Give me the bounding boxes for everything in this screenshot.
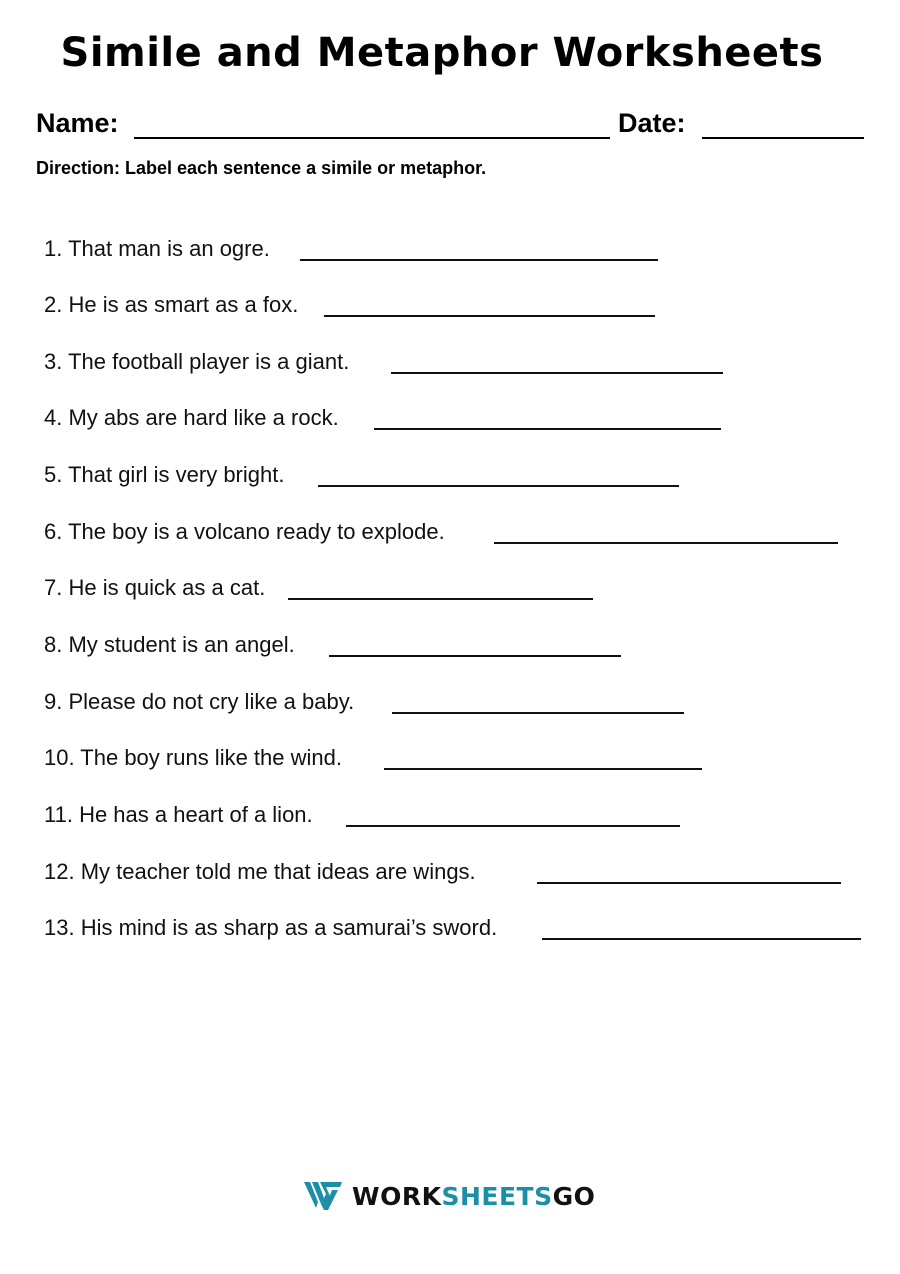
- answer-blank[interactable]: [288, 598, 593, 600]
- brand-work: WORK: [352, 1181, 442, 1211]
- name-field[interactable]: [134, 137, 610, 139]
- name-label: Name:: [36, 108, 119, 138]
- brand-sheets: SHEETS: [441, 1181, 553, 1211]
- question-item: [44, 859, 476, 889]
- question-text: 12. My teacher told me that ideas are wings.: [44, 859, 476, 884]
- question-item: [44, 689, 354, 719]
- answer-blank[interactable]: [300, 259, 658, 261]
- answer-blank[interactable]: [374, 428, 721, 430]
- date-label: Date:: [618, 108, 686, 138]
- answer-blank[interactable]: [384, 768, 702, 770]
- question-text: 7. He is quick as a cat.: [44, 575, 266, 600]
- question-item: [44, 292, 298, 322]
- question-item: [44, 915, 497, 945]
- date-field[interactable]: [702, 137, 864, 139]
- question-text: 2. He is as smart as a fox.: [44, 292, 299, 317]
- question-text: 6. The boy is a volcano ready to explode.: [44, 519, 445, 544]
- footer-logo: [304, 1178, 595, 1214]
- question-item: [44, 745, 342, 775]
- answer-blank[interactable]: [542, 938, 861, 940]
- worksheetsgo-w-icon: [304, 1180, 344, 1212]
- answer-blank[interactable]: [346, 825, 680, 827]
- question-item: [44, 236, 270, 266]
- student-info-row: [36, 108, 866, 142]
- question-item: [44, 405, 339, 435]
- question-text: 13. His mind is as sharp as a samurai’s sword.: [44, 915, 498, 940]
- question-item: [44, 575, 265, 605]
- answer-blank[interactable]: [329, 655, 621, 657]
- question-item: [44, 462, 284, 492]
- question-text: 3. The football player is a giant.: [44, 349, 350, 374]
- question-text: 10. The boy runs like the wind.: [44, 745, 342, 770]
- question-text: 8. My student is an angel.: [44, 632, 295, 657]
- direction-text: Direction: Label each sentence a simile or metaphor.: [36, 158, 487, 178]
- brand-go: GO: [552, 1181, 596, 1211]
- question-item: [44, 632, 295, 662]
- page-title: Simile and Metaphor Worksheets: [60, 30, 824, 76]
- question-text: 1. That man is an ogre.: [44, 236, 270, 261]
- question-text: 9. Please do not cry like a baby.: [44, 689, 355, 714]
- answer-blank[interactable]: [494, 542, 838, 544]
- question-text: 5. That girl is very bright.: [44, 462, 285, 487]
- question-item: [44, 519, 445, 549]
- question-item: [44, 349, 349, 379]
- answer-blank[interactable]: [392, 712, 684, 714]
- answer-blank[interactable]: [537, 882, 841, 884]
- answer-blank[interactable]: [318, 485, 679, 487]
- answer-blank[interactable]: [324, 315, 655, 317]
- question-text: 4. My abs are hard like a rock.: [44, 405, 339, 430]
- question-text: 11. He has a heart of a lion.: [44, 802, 313, 827]
- question-item: [44, 802, 313, 832]
- answer-blank[interactable]: [391, 372, 723, 374]
